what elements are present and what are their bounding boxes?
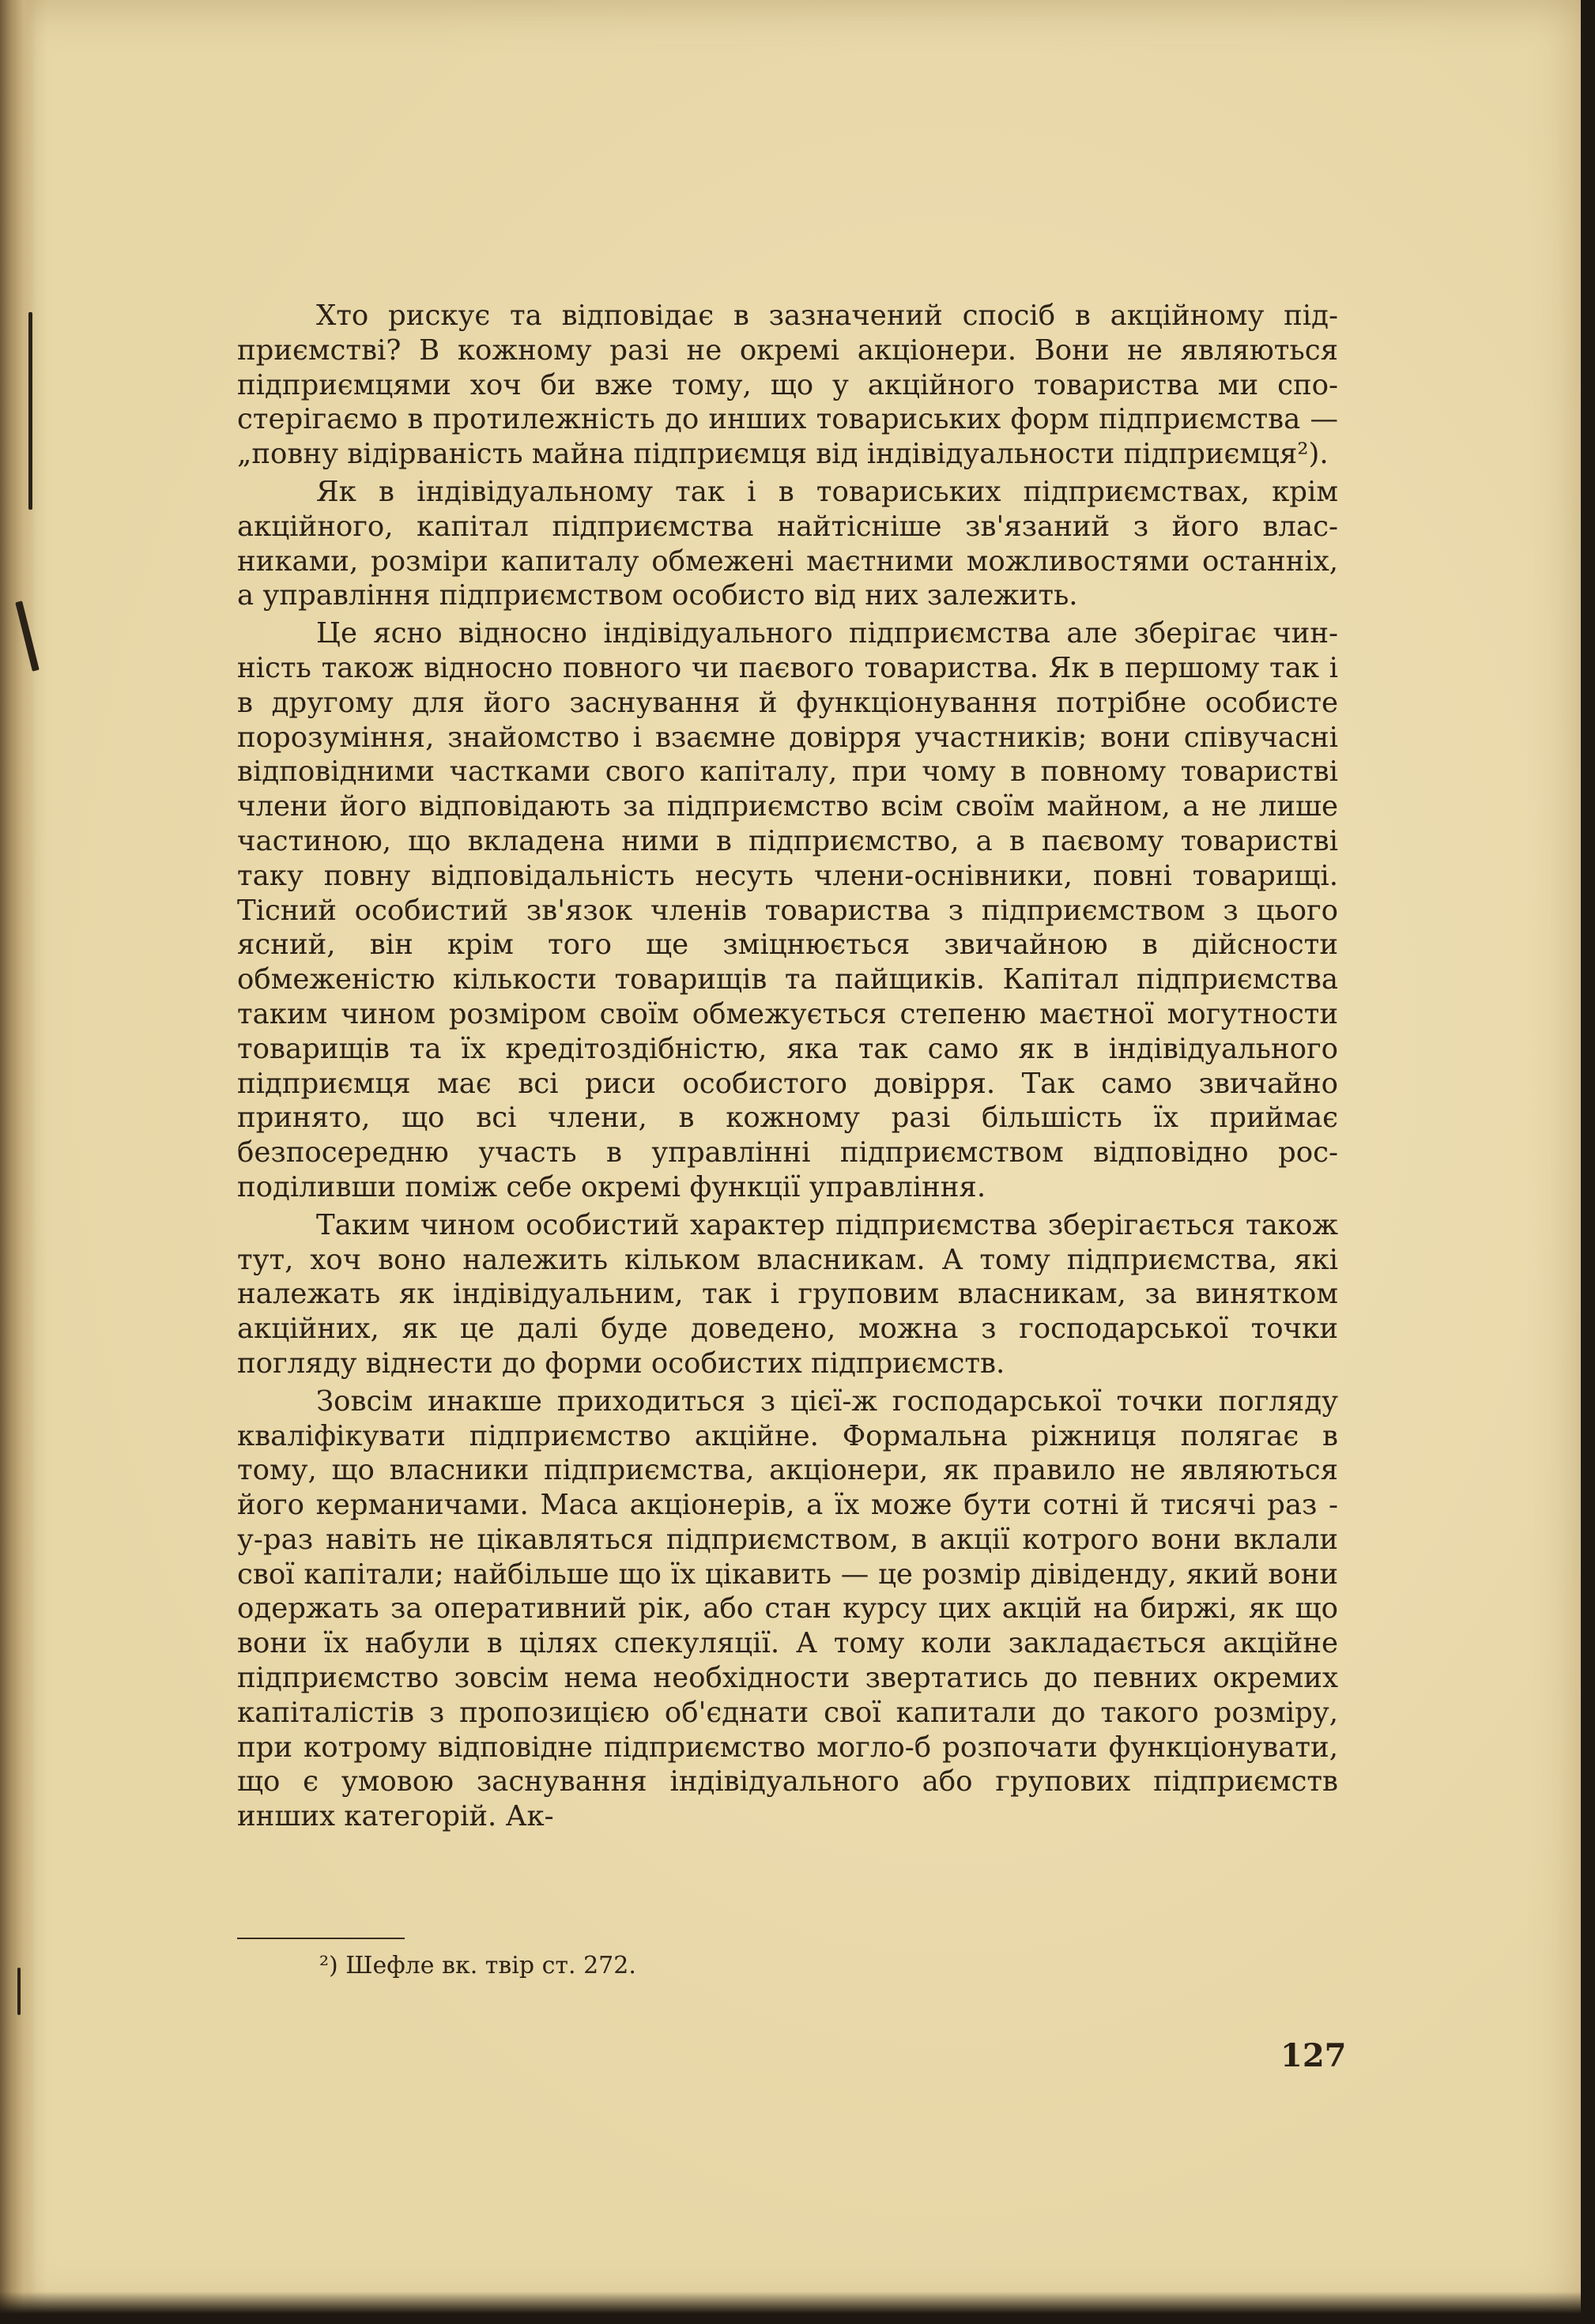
paragraph: Це ясно відносно індівідуального підприємства але зберігає чинність також відносно повного чи паєвого товариства. Як в першому так і в другому для його заснування й функціонування потрібне особисте порозуміння, знайомство і взаємне довірря участників; вони співучасні відповідними частками свого капіталу, при чому в повному товаристві члени його відповідають за підприємство всім своїм майном, а не лише частиною, що вкладена ними в підприємство, а в паєвому товаристві таку повну відповідальність несуть члени-оснівники, повні товарищі. Тісний особистий зв'язок членів товариства з підприємством з цього ясний, він крім того ще зміцнюється звичайною в дійсности обмеженістю кількости товарищів та пайщиків. Капітал підприємства таким чином розміром своїм обмежується степеню маєтної могутности товарищів та їх кредітоздібністю, яка так само як в індівідуального підприємця має всі риси особистого довірря. Так само звичайно принято, що всі члени, в кожному разі більшість їх приймає безпосередню участь в управлінні підприємством відповідно росподіливши поміж себе окремі функції управління.	[237, 617, 1338, 1203]
paragraph: Як в індівідуальному так і в товариських підприємствах, крім акційного, капітал підприємства найтісніше зв'язаний з його власниками, розміри капиталу обмежені маєтними можливостями останніх, а управління підприємством особисто від них залежить.	[237, 475, 1338, 612]
footnote-divider	[237, 1938, 405, 1939]
paragraph: Зовсім инакше приходиться з цієї-ж господарської точки погляду кваліфікувати підприємство акційне. Формальна ріжниця полягає в тому, що власники підприємства, акціонери, як правило не являються його керманичами. Маса акціонерів, а їх може бути сотні й тисячі раз - у-раз навіть не цікавляться підприємством, в акції котрого вони вклали свої капітали; найбільше що їх цікавить — це розмір дівіденду, який вони одержать за оперативний рік, або стан курсу цих акцій на биржі, як що вони їх набули в цілях спекуляції. А тому коли закладається акційне підприємство зовсім нема необхідности звертатись до певних окремих капіталістів з пропозицією об'єднати свої капитали до такого розміру, при котрому відповідне підприємство могло-б розпочати функціонувати, що є умовою заснування індівідуального або групових підприємств инших категорій. Ак-	[237, 1384, 1338, 1833]
page-bottom-shadow	[0, 2292, 1595, 2324]
paragraph: Хто рискує та відповідає в зазначений спосіб в акційному підприємстві? В кожному разі не окремі акціонери. Вони не являються підприємцями хоч би вже тому, що у акційного товариства ми спостерігаємо в протилежність до инших товариських форм підприємства — „повну відірваність майна підприємця від індівідуальности підприємця²).	[237, 299, 1338, 471]
body-text	[237, 299, 1338, 1837]
spine-mark	[28, 312, 32, 510]
spine-mark	[17, 1968, 21, 2015]
paragraph: Таким чином особистий характер підприємства зберігається також тут, хоч воно належить кільком власникам. А тому підприємства, які належать як індівідуальним, так і груповим власникам, за винятком акційних, як це далі буде доведено, можна з господарської точки погляду віднести до форми особистих підприємств.	[237, 1208, 1338, 1380]
page-number: 127	[1280, 2037, 1347, 2074]
footnote: ²) Шефле вк. твір ст. 272.	[319, 1952, 636, 1979]
